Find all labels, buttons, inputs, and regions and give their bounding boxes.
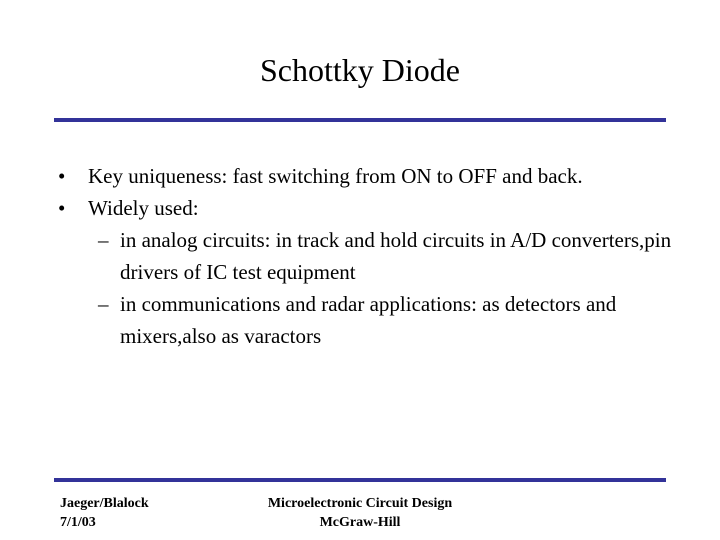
footer-book: Microelectronic Circuit Design [267,496,453,511]
footer-author: Jaeger/Blalock [60,496,149,511]
sub-bullet-text: in analog circuits: in track and hold circuits in A/D converters,pin drivers of IC test equipment [120,228,672,284]
sub-bullet-item [58,224,678,288]
sub-bullet-marker: – [98,292,109,316]
footer-divider [54,478,666,482]
bullet-marker: • [58,164,66,188]
bullet-marker: • [58,196,66,220]
sub-bullet-marker: – [98,228,109,252]
title-divider [54,118,666,122]
bullet-text: Key uniqueness: fast switching from ON to OFF and back. [88,164,583,188]
bullet-text: Widely used: [88,196,199,220]
sub-bullet-text: in communications and radar applications: as detectors and mixers,also as varactors [120,292,617,348]
slide-body [58,160,678,352]
bullet-item [58,192,678,224]
footer-date: 7/1/03 [60,515,96,530]
footer-publisher: McGraw-Hill [319,515,401,530]
sub-bullet-item [58,288,678,352]
bullet-item [58,160,678,192]
footer-left [60,494,149,532]
footer-center [260,494,460,532]
slide-title: Schottky Diode [260,52,460,88]
